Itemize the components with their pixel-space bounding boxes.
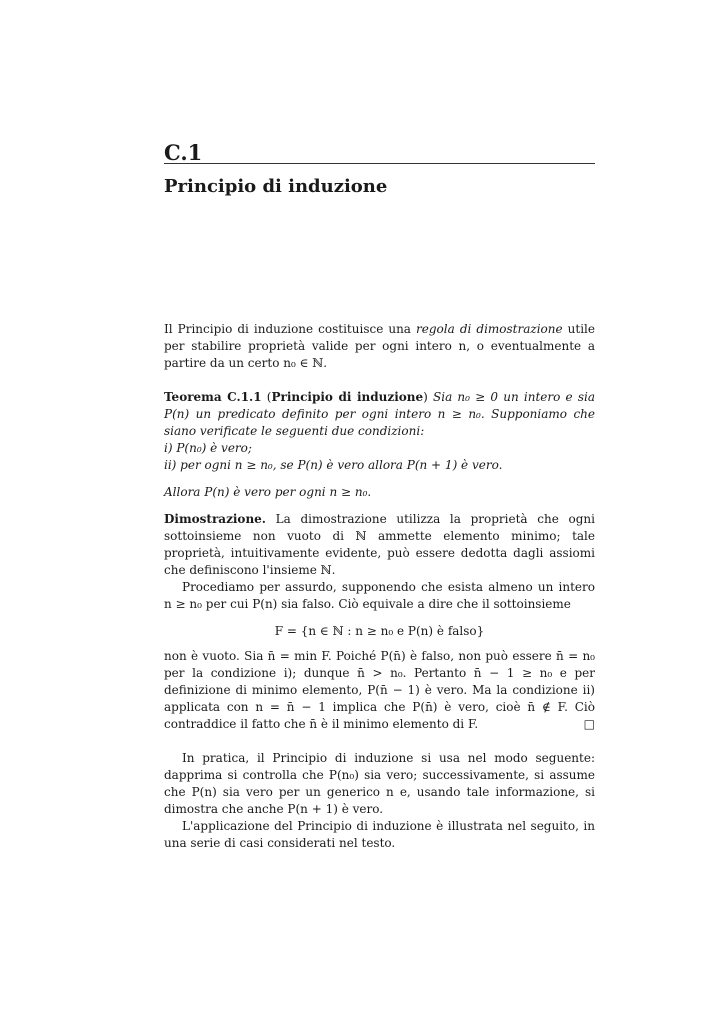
closing-paragraph-2: L'applicazione del Principio di induzione è illustrata nel seguito, in una serie di casi considerati nel testo. bbox=[164, 819, 595, 850]
section-rule bbox=[164, 163, 595, 164]
display-equation: F = {n ∈ ℕ : n ≥ n₀ e P(n) è falso} bbox=[274, 624, 485, 638]
proof-paragraph-2: Procediamo per assurdo, supponendo che esista almeno un intero n ≥ n₀ per cui P(n) sia falso. Ciò equivale a dire che il sottoinsieme bbox=[164, 580, 595, 611]
proof-paragraph-3 bbox=[164, 648, 595, 733]
theorem-statement: Teorema C.1.1 (Principio di induzione) Sia n₀ ≥ 0 un intero e sia P(n) un predicato definito per ogni intero n ≥ n₀. Supponiamo che siano verificate le seguenti due condizioni: bbox=[164, 390, 595, 438]
body-text bbox=[164, 321, 595, 852]
section-number: C.1 bbox=[164, 140, 203, 165]
theorem-item-2: ii) per ogni n ≥ n₀, se P(n) è vero allora P(n + 1) è vero. bbox=[164, 458, 503, 472]
proof-text-3: non è vuoto. Sia n̄ = min F. Poiché P(n̄) è falso, non può essere n̄ = n₀ per la condizione i); dunque n̄ > n₀. Pertanto n̄ − 1 ≥ n₀ e per definizione di minimo elemento, P(n̄ − 1) è vero. Ma la condizione ii) applicata con n = n̄ − 1 implica che P(n̄) è vero, cioè n̄ ∉ F. Ciò contraddice il fatto che n̄ è il minimo elemento di F. bbox=[164, 649, 595, 731]
theorem-label: Teorema C.1.1 bbox=[164, 390, 262, 404]
proof-paragraph-1 bbox=[164, 511, 595, 579]
proof-label: Dimostrazione. bbox=[164, 512, 266, 526]
qed-square-icon: □ bbox=[583, 717, 595, 731]
closing-paragraph-1: In pratica, il Principio di induzione si usa nel modo seguente: dapprima si controlla che P(n₀) sia vero; successivamente, si assume che P(n) sia vero per un generico n e, usando tale informazione, si dimostra che anche P(n + 1) è vero. bbox=[164, 751, 595, 816]
section-title: Principio di induzione bbox=[164, 176, 388, 197]
intro-text-after: utile per stabilire proprietà valide per ogni intero n, o eventualmente a partire da un certo n₀ ∈ ℕ. bbox=[164, 322, 595, 370]
intro-emphasis: regola di dimostrazione bbox=[416, 322, 563, 336]
proof-text-1: La dimostrazione utilizza la proprietà che ogni sottoinsieme non vuoto di ℕ ammette elemento minimo; tale proprietà, intuitivamente evidente, può essere dedotta dagli assiomi che definiscono l'insieme ℕ. bbox=[164, 512, 595, 577]
intro-text-before: Il Principio di induzione costituisce una bbox=[164, 322, 411, 336]
theorem-conclusion: Allora P(n) è vero per ogni n ≥ n₀. bbox=[164, 485, 372, 499]
theorem-item-1: i) P(n₀) è vero; bbox=[164, 441, 252, 455]
intro-paragraph bbox=[164, 321, 595, 372]
theorem-statement-text: Sia n₀ ≥ 0 un intero e sia P(n) un predicato definito per ogni intero n ≥ n₀. Supponiamo che siano verificate le seguenti due condizioni: bbox=[164, 390, 595, 438]
theorem-name: Principio di induzione bbox=[271, 390, 424, 404]
